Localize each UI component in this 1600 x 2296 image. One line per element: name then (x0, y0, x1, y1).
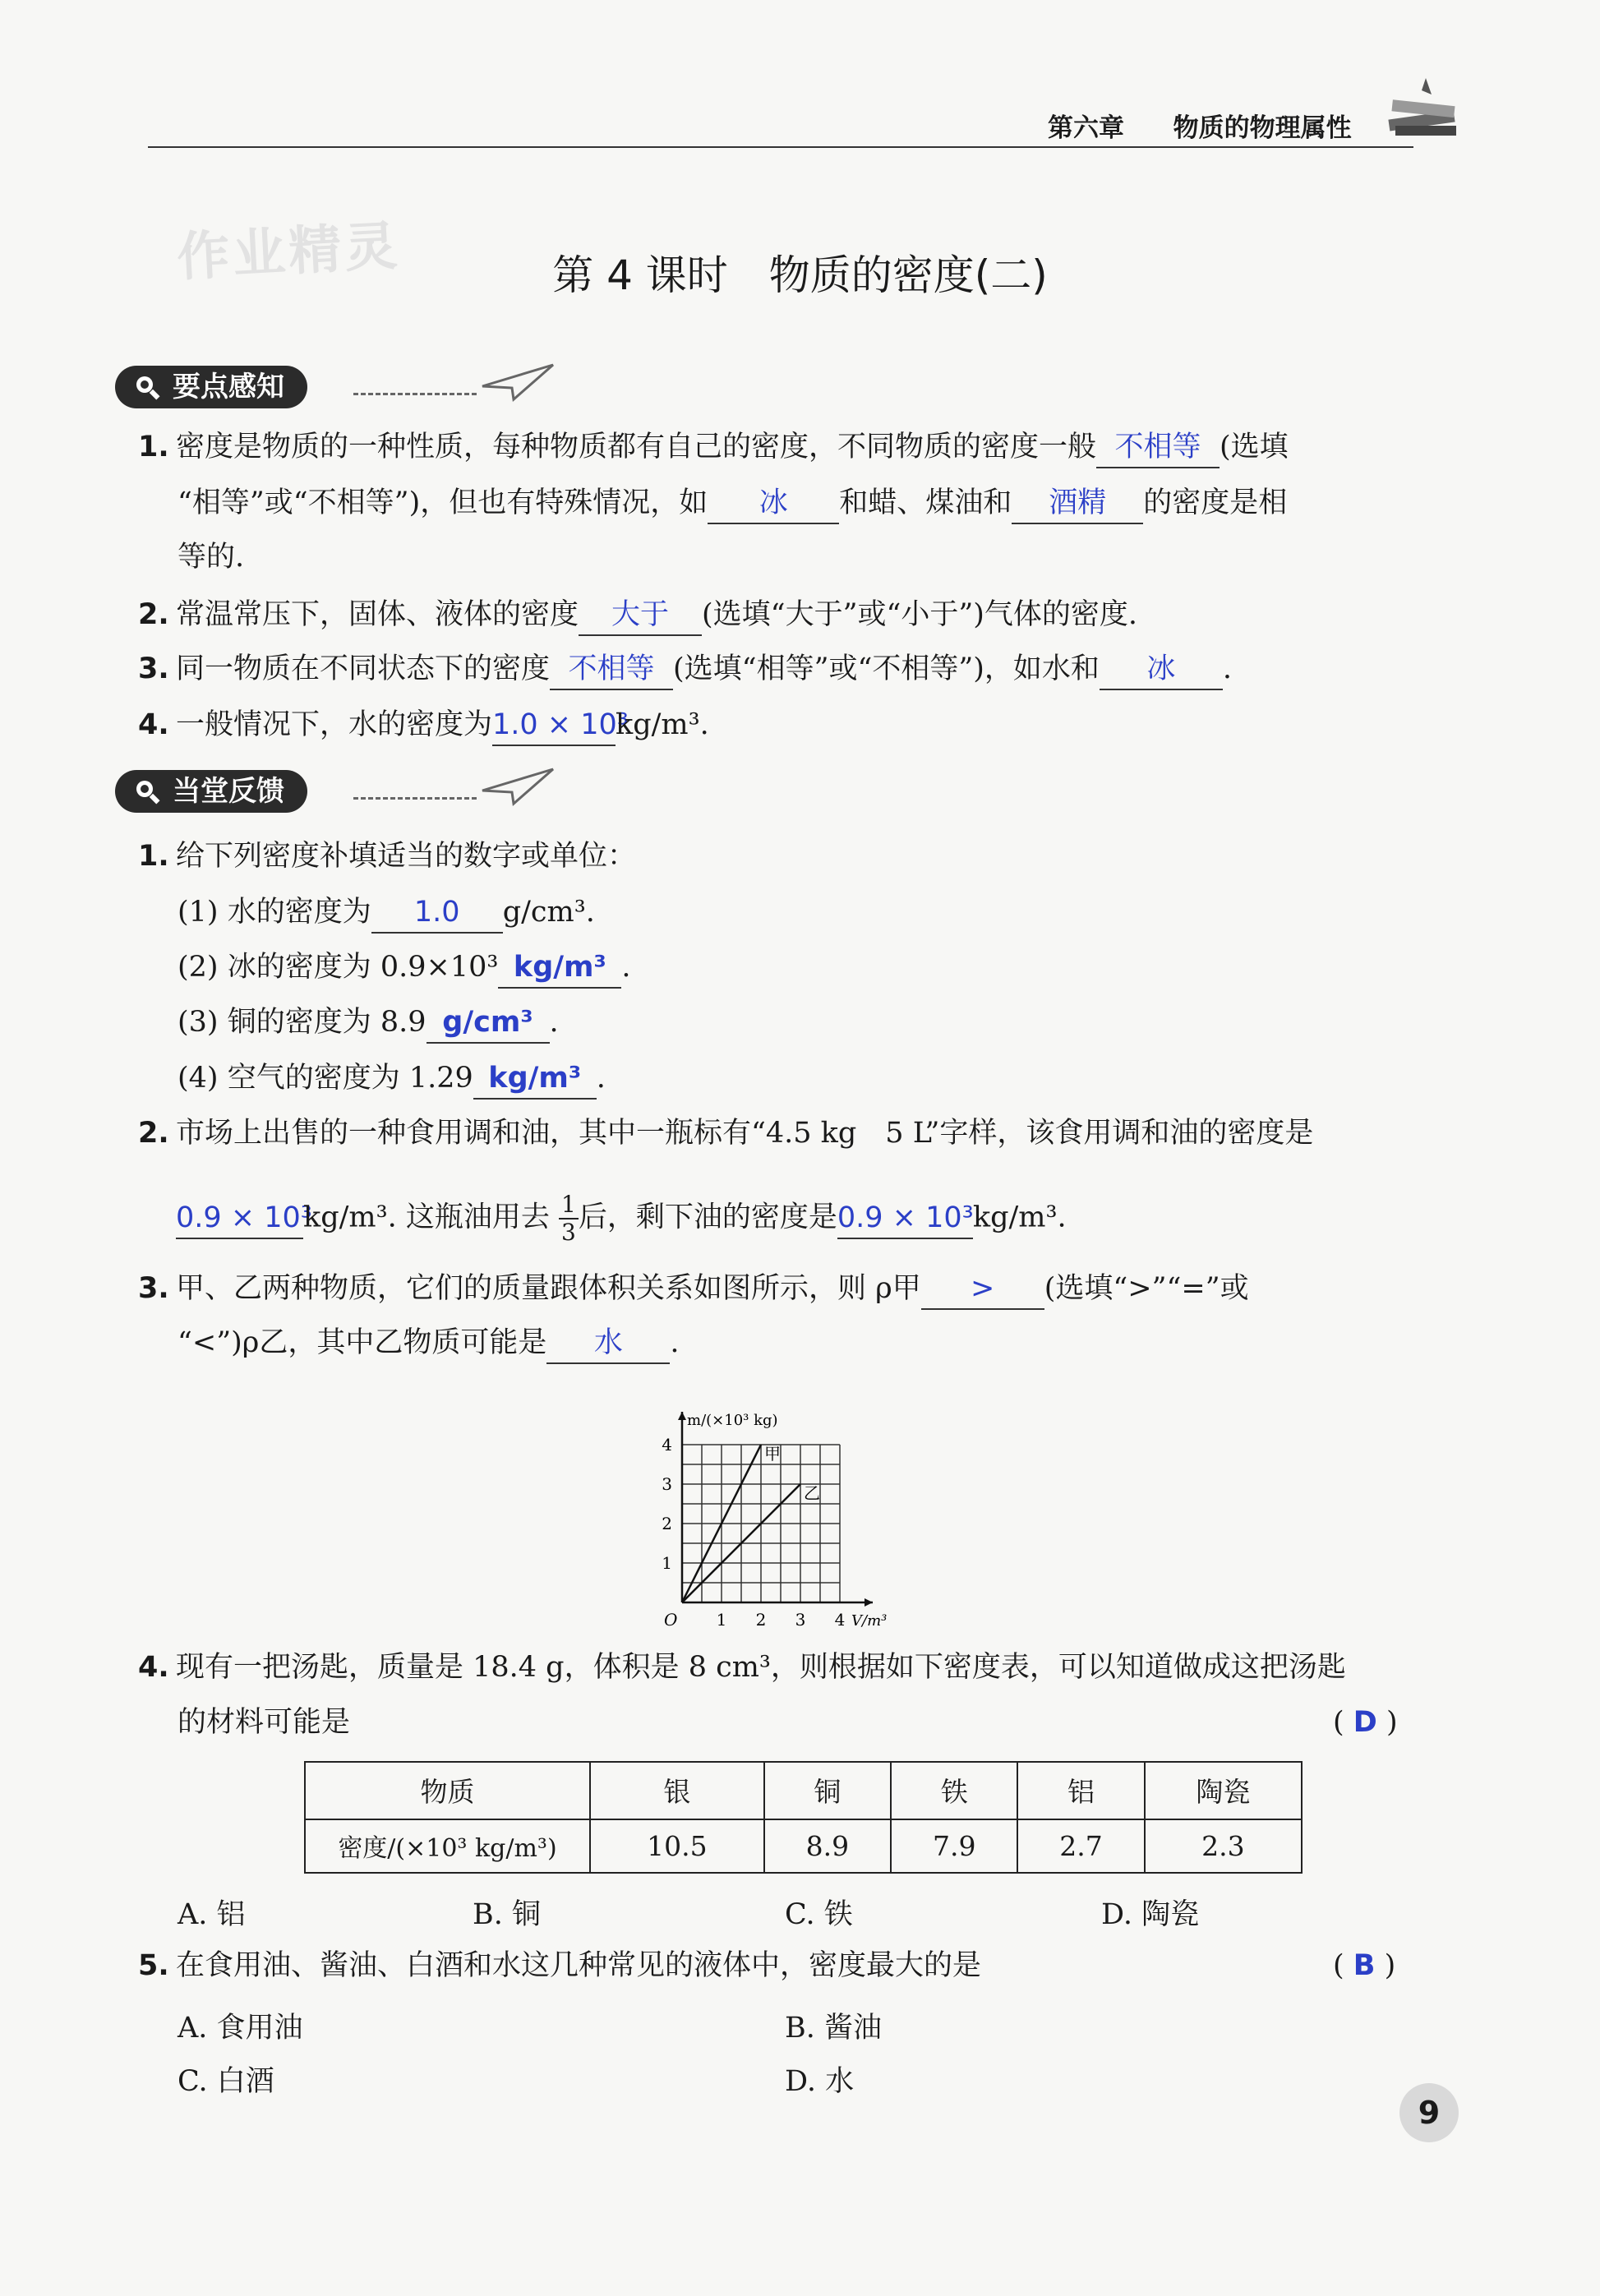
paper-plane-icon (481, 362, 555, 403)
table-header-row (305, 1762, 1302, 1819)
paper-plane-icon (481, 766, 555, 807)
y-tick-label: 4 (662, 1435, 672, 1455)
fb-q3-a1: > (921, 1269, 1044, 1310)
fb-q4-option-a[interactable]: A. 铝 (178, 1898, 246, 1931)
table-cell: 10.5 (590, 1819, 764, 1873)
table-cell: 陶瓷 (1145, 1762, 1302, 1819)
fb-q4-t2: 的材料可能是 (178, 1706, 351, 1739)
paren-open: ( (1333, 1949, 1344, 1982)
table-cell: 2.7 (1017, 1819, 1144, 1873)
fb-q1-item4-t1: (4) 空气的密度为 1.29 (178, 1062, 473, 1095)
fb-q1-item4-t2: . (596, 1062, 606, 1095)
fb-q4-answer: D (1353, 1706, 1377, 1739)
kp-q1-t5: 的密度是相 (1143, 486, 1288, 519)
table-cell: 银 (590, 1762, 764, 1819)
y-axis-arrow (678, 1412, 686, 1420)
kp-q3-num: 3. (138, 652, 169, 685)
paren-close: ) (1384, 1949, 1396, 1982)
kp-q1-t4: 和蜡、煤油和 (839, 486, 1012, 519)
page-number: 9 (1399, 2083, 1459, 2142)
kp-q1-t6: 等的. (178, 541, 245, 574)
fb-q2-line1 (138, 1113, 1313, 1153)
table-cell: 物质 (305, 1762, 590, 1819)
fb-q2-line2 (176, 1192, 1067, 1246)
fb-q5-line1 (138, 1946, 981, 1985)
fb-q1-item3 (178, 1003, 559, 1044)
magnifier-icon (133, 777, 161, 805)
kp-q1-a2: 冰 (708, 483, 839, 524)
fb-q1-num: 1. (138, 840, 169, 873)
kp-q1-t1: 密度是物质的一种性质，每种物质都有自己的密度，不同物质的密度一般 (176, 431, 1097, 463)
fb-q1-item3-t2: . (549, 1006, 559, 1039)
kp-q1-line1 (138, 427, 1289, 468)
section-feedback-label: 当堂反馈 (173, 775, 284, 808)
fb-q3-a2: 水 (546, 1323, 670, 1364)
fb-q3-t2: (选填“>”“=”或 (1044, 1272, 1249, 1305)
x-axis-arrow (865, 1598, 873, 1607)
section-key-points (115, 366, 307, 408)
fb-q2-num: 2. (138, 1117, 169, 1150)
kp-q4 (138, 705, 709, 746)
table-cell: 7.9 (891, 1819, 1017, 1873)
kp-q1-t3: “相等”或“不相等”)，但也有特殊情况，如 (178, 486, 708, 519)
fb-q4-t1: 现有一把汤匙，质量是 18.4 g，体积是 8 cm³，则根据如下密度表，可以知道做成这把汤匙 (176, 1651, 1346, 1684)
fb-q1-text: 给下列密度补填适当的数字或单位： (176, 840, 637, 873)
fb-q3-line2 (178, 1323, 680, 1364)
y-tick-label: 1 (662, 1553, 672, 1573)
x-tick-label: 2 (755, 1610, 767, 1630)
table-cell: 铁 (891, 1762, 1017, 1819)
table-cell: 铜 (764, 1762, 891, 1819)
fb-q4-option-c[interactable]: C. 铁 (785, 1898, 853, 1931)
page-title: 第 4 课时 物质的密度(二) (552, 251, 1048, 299)
fb-q5-option-d[interactable]: D. 水 (785, 2065, 855, 2098)
fb-q5-option-c[interactable]: C. 白酒 (178, 2065, 274, 2098)
magnifier-icon (133, 373, 161, 401)
section-dash (353, 393, 477, 395)
table-cell: 密度/(×10³ kg/m³) (305, 1819, 590, 1873)
fb-q2-a1: 0.9 × 10³ (176, 1198, 303, 1239)
fb-q4-num: 4. (138, 1651, 169, 1684)
fb-q1-item4-a: kg/m³ (473, 1058, 597, 1100)
fb-q1-item2-a: kg/m³ (498, 947, 621, 989)
kp-q4-t1: 一般情况下，水的密度为 (176, 708, 493, 741)
fb-q2-t2: kg/m³. 这瓶油用去 (303, 1201, 550, 1234)
chapter-title: 物质的物理属性 (1173, 113, 1352, 143)
kp-q3-t3: . (1222, 652, 1233, 685)
chapter-header (1048, 107, 1352, 144)
fb-q2-t1: 市场上出售的一种食用调和油，其中一瓶标有“4.5 kg 5 L”字样，该食用调和油的密度是 (176, 1117, 1314, 1150)
series-label-2: 乙 (804, 1483, 820, 1503)
kp-q3-t2: (选填“相等”或“不相等”)，如水和 (673, 652, 1100, 685)
fb-q4-line1 (138, 1648, 1346, 1687)
y-tick-label: 2 (662, 1514, 672, 1533)
fb-q2-t4: kg/m³. (972, 1201, 1067, 1234)
kp-q1-num: 1. (138, 431, 169, 463)
kp-q4-num: 4. (138, 708, 169, 741)
fb-q5-num: 5. (138, 1949, 169, 1982)
fb-q3-num: 3. (138, 1272, 169, 1305)
kp-q3-t1: 同一物质在不同状态下的密度 (176, 652, 551, 685)
chapter-label: 第六章 (1048, 113, 1124, 143)
fb-q1-item3-t1: (3) 铜的密度为 8.9 (178, 1006, 427, 1039)
mass-volume-chart (649, 1397, 920, 1635)
kp-q2-t2: (选填“大于”或“小于”)气体的密度. (702, 598, 1138, 631)
fb-q3-line1 (138, 1269, 1249, 1310)
x-tick-label: 3 (795, 1610, 806, 1630)
fb-q3-t3: “<”)ρ乙，其中乙物质可能是 (178, 1326, 547, 1359)
fb-q2-a2: 0.9 × 10³ (837, 1198, 973, 1239)
fb-q1-item1-t1: (1) 水的密度为 (178, 896, 371, 929)
fb-q1-item2 (178, 947, 631, 989)
table-cell: 铝 (1017, 1762, 1144, 1819)
fb-q4-answer-bracket (1333, 1703, 1398, 1742)
watermark: 作业精灵 (175, 215, 403, 289)
fb-q1-item1-a: 1.0 (371, 892, 503, 934)
fb-q3-t4: . (670, 1326, 680, 1359)
x-axis-label: V/m³ (851, 1612, 888, 1630)
fb-q1 (138, 837, 636, 876)
fb-q5-option-a[interactable]: A. 食用油 (178, 2012, 303, 2045)
kp-q3-a2: 冰 (1100, 649, 1223, 690)
books-icon (1381, 70, 1463, 148)
table-cell: 2.3 (1145, 1819, 1302, 1873)
x-tick-label: 1 (716, 1610, 727, 1630)
kp-q1-a1: 不相等 (1096, 427, 1220, 468)
fb-q1-item2-t1: (2) 冰的密度为 0.9×10³ (178, 951, 499, 984)
fb-q4-option-b[interactable]: B. 铜 (473, 1898, 541, 1931)
kp-q1-line2 (178, 483, 1287, 524)
fb-q1-item3-a: g/cm³ (427, 1003, 550, 1044)
section-dash (353, 797, 477, 800)
x-tick-label: 4 (834, 1610, 846, 1630)
origin-label: O (664, 1610, 678, 1630)
fb-q3-t1: 甲、乙两种物质，它们的质量跟体积关系如图所示，则 ρ甲 (176, 1272, 921, 1305)
series-label-1: 甲 (764, 1444, 781, 1464)
kp-q4-a1: 1.0 × 10³ (492, 705, 616, 746)
section-feedback (115, 770, 307, 813)
frac-num: 1 (559, 1192, 579, 1219)
fb-q5-t1: 在食用油、酱油、白酒和水这几种常见的液体中，密度最大的是 (176, 1949, 982, 1982)
fb-q5-answer-bracket (1333, 1946, 1395, 1985)
paren-open: ( (1333, 1706, 1344, 1739)
kp-q3 (138, 649, 1232, 690)
kp-q1-t2: (选填 (1220, 431, 1289, 463)
header-rule (148, 146, 1413, 148)
fb-q1-item1-t2: g/cm³. (502, 896, 595, 929)
fb-q5-answer: B (1353, 1949, 1376, 1982)
kp-q2 (138, 595, 1137, 636)
section-key-points-label: 要点感知 (173, 371, 284, 403)
paren-close: ) (1386, 1706, 1398, 1739)
fraction-one-third (559, 1192, 579, 1246)
kp-q3-a1: 不相等 (550, 649, 673, 690)
y-tick-label: 3 (662, 1474, 672, 1494)
table-cell: 8.9 (764, 1819, 891, 1873)
frac-den: 3 (561, 1219, 576, 1246)
table-row (305, 1819, 1302, 1873)
fb-q2-t3: 后，剩下油的密度是 (578, 1201, 837, 1234)
kp-q1-a3: 酒精 (1012, 483, 1143, 524)
fb-q4-option-d[interactable]: D. 陶瓷 (1101, 1898, 1200, 1931)
kp-q2-num: 2. (138, 598, 169, 631)
kp-q2-t1: 常温常压下，固体、液体的密度 (176, 598, 579, 631)
y-axis-label: m/(×10³ kg) (687, 1412, 778, 1429)
kp-q2-a1: 大于 (579, 595, 702, 636)
fb-q1-item4 (178, 1058, 606, 1100)
fb-q1-item1 (178, 892, 595, 934)
fb-q1-item2-t2: . (621, 951, 631, 984)
kp-q4-t2: kg/m³. (616, 708, 709, 741)
fb-q5-option-b[interactable]: B. 酱油 (785, 2012, 882, 2045)
density-table (304, 1761, 1303, 1874)
